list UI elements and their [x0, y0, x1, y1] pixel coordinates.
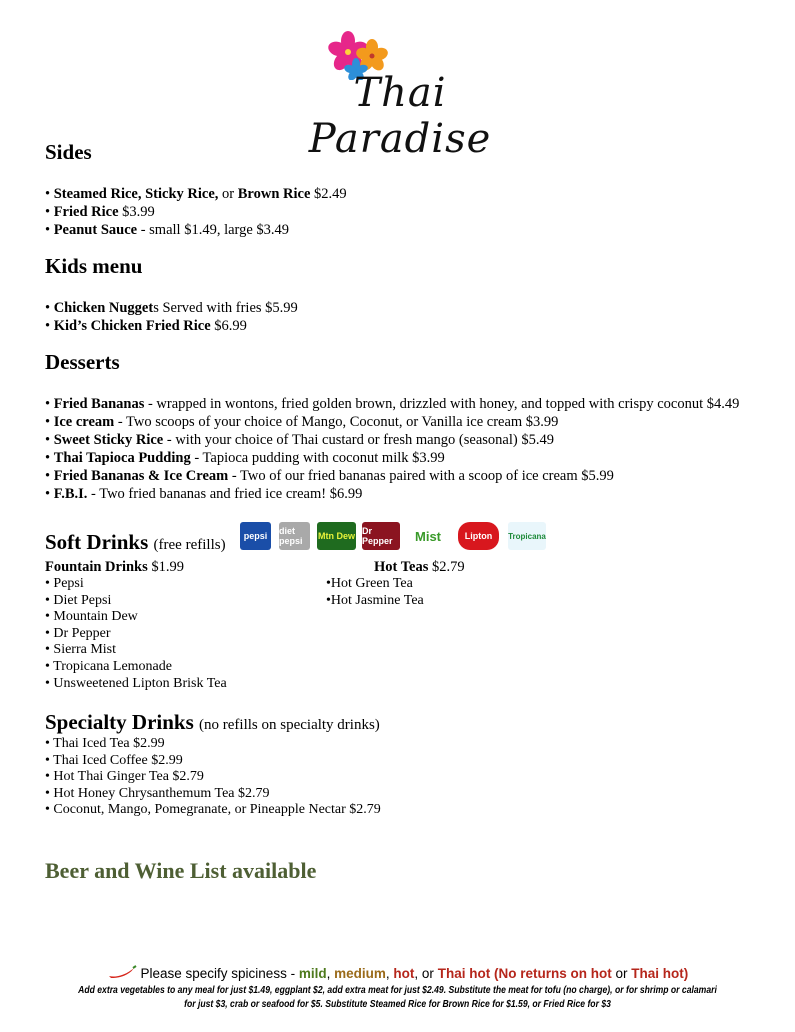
sierra-mist-logo-icon: Mist	[408, 522, 448, 550]
drink-item: • Coconut, Mango, Pomegranate, or Pineapple Nectar $2.79	[45, 802, 381, 818]
mountain-dew-logo-icon: Mtn Dew	[317, 522, 356, 550]
section-heading: Sides	[45, 140, 92, 164]
drink-item: • Mountain Dew	[45, 609, 138, 625]
specialty-drinks-section	[45, 710, 785, 819]
drink-item: • Thai Iced Coffee $2.99	[45, 752, 183, 768]
menu-item: • Fried Rice $3.99	[45, 204, 155, 220]
desserts-section	[45, 350, 785, 503]
logo-wordmark: Thai Paradise	[308, 70, 492, 162]
restaurant-logo	[270, 30, 530, 162]
menu-item: • Steamed Rice, Sticky Rice, or Brown Rice $2.49	[45, 186, 347, 202]
lipton-logo-icon: Lipton	[458, 522, 499, 550]
drink-item: • Thai Iced Tea $2.99	[45, 736, 165, 751]
drink-item: • Sierra Mist	[45, 642, 117, 658]
section-heading: Soft Drinks (free refills)	[45, 530, 226, 554]
drink-item: • Diet Pepsi	[45, 592, 112, 608]
section-heading: Desserts	[45, 350, 120, 374]
add-ons-fine-print: Add extra vegetables to any meal for just $1.49, eggplant $2, add extra meat for just $2.49. Substitute the meat for tofu (no charge), or for shrimp or calamari for just $3, crab or seafood for $5. Substitute Steamed Rice for Brown Rice for $1.59, or Fried Rice for $3	[78, 984, 717, 1010]
menu-item: • F.B.I. - Two fried bananas and fried ice cream! $6.99	[45, 486, 363, 502]
drink-item: • Hot Thai Ginger Tea $2.79	[45, 769, 204, 785]
menu-item: • Fried Bananas - wrapped in wontons, fried golden brown, drizzled with honey, and topped with crispy coconut $4.49	[45, 396, 740, 412]
hot-teas-list: Hot Teas $2.79 •Hot Green Tea •Hot Jasmine Tea	[326, 559, 626, 609]
section-heading: Specialty Drinks (no refills on specialty drinks)	[45, 710, 380, 734]
tropicana-logo-icon: Tropicana	[508, 522, 546, 550]
beer-wine-note: Beer and Wine List available	[45, 858, 317, 883]
footer	[0, 965, 795, 1011]
menu-item: • Thai Tapioca Pudding - Tapioca pudding with coconut milk $3.99	[45, 450, 445, 466]
pepsi-logo-icon: pepsi	[240, 522, 271, 550]
spiciness-note: Please specify spiciness - mild, medium, hot, or Thai hot (No returns on hot or Thai hot)	[0, 965, 795, 981]
menu-item: • Fried Bananas & Ice Cream - Two of our fried bananas paired with a scoop of ice cream $5.99	[45, 468, 614, 484]
fountain-drinks-list: Fountain Drinks $1.99 • Pepsi • Diet Pepsi • Mountain Dew • Dr Pepper • Sierra Mist • Tropicana Lemonade • Unsweetened Lipton Brisk Tea	[45, 559, 785, 692]
drink-item: •Hot Jasmine Tea	[326, 592, 424, 608]
menu-item: • Peanut Sauce - small $1.49, large $3.49	[45, 222, 290, 238]
dr-pepper-logo-icon: Dr Pepper	[362, 522, 400, 550]
menu-item: • Chicken Nuggets Served with fries $5.99	[45, 300, 298, 316]
drink-item: • Dr Pepper	[45, 625, 111, 641]
menu-item: • Sweet Sticky Rice - with your choice of Thai custard or fresh mango (seasonal) $5.49	[45, 432, 554, 448]
drink-item: • Hot Honey Chrysanthemum Tea $2.79	[45, 785, 270, 801]
drink-item: • Pepsi	[45, 576, 84, 591]
drink-item: •Hot Green Tea	[326, 576, 413, 591]
sides-section	[45, 140, 785, 239]
drink-item: • Tropicana Lemonade	[45, 658, 172, 674]
chili-pepper-icon	[107, 965, 137, 979]
section-heading: Kids menu	[45, 254, 143, 278]
diet-pepsi-logo-icon: diet pepsi	[279, 522, 310, 550]
menu-item: • Ice cream - Two scoops of your choice of Mango, Coconut, or Vanilla ice cream $3.99	[45, 414, 559, 430]
kids-section	[45, 254, 785, 335]
drink-item: • Unsweetened Lipton Brisk Tea	[45, 675, 227, 691]
menu-item: • Kid’s Chicken Fried Rice $6.99	[45, 318, 247, 334]
